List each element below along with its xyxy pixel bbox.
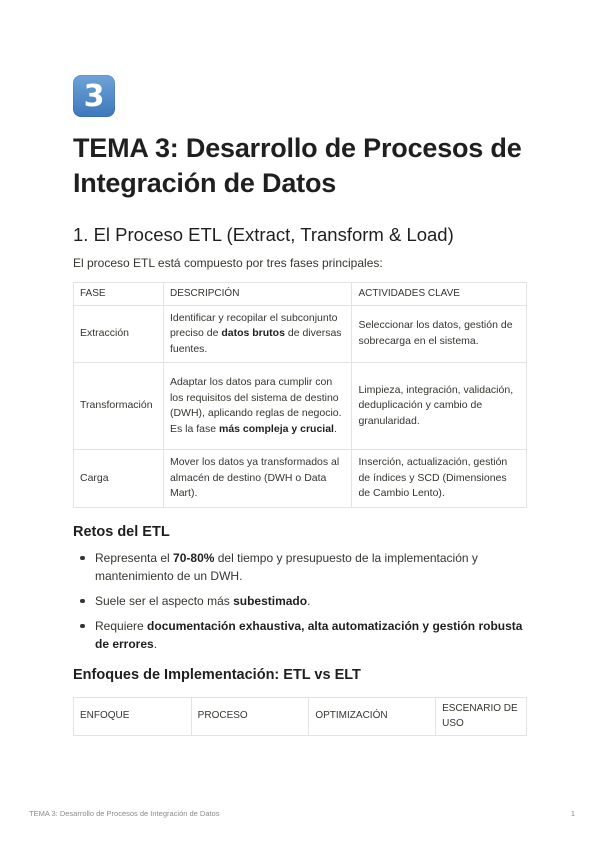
footer-document-title: TEMA 3: Desarrollo de Procesos de Integración de Datos bbox=[29, 809, 220, 818]
subheading-retos: Retos del ETL bbox=[73, 523, 170, 540]
table-row bbox=[74, 363, 527, 450]
keycap-number-icon: 3 bbox=[73, 75, 115, 117]
phase-activities-cell: Inserción, actualización, gestión de índices y SCD (Dimensiones de Cambio Lento). bbox=[352, 450, 527, 508]
section-intro: El proceso ETL está compuesto por tres fases principales: bbox=[73, 256, 383, 270]
bullet-icon bbox=[80, 556, 85, 561]
phase-activities-cell: Limpieza, integración, validación, deduplicación y cambio de granularidad. bbox=[352, 363, 527, 450]
phase-name-cell: Extracción bbox=[74, 305, 164, 363]
phase-description-cell: Mover los datos ya transformados al almacén de destino (DWH o Data Mart). bbox=[163, 450, 351, 508]
bullet-icon bbox=[80, 624, 85, 629]
list-item bbox=[73, 549, 527, 585]
header-cell-fase: FASE bbox=[74, 283, 164, 306]
list-item bbox=[73, 592, 527, 610]
phase-name-cell: Transformación bbox=[74, 363, 164, 450]
phase-activities-cell: Seleccionar los datos, gestión de sobrecarga en el sistema. bbox=[352, 305, 527, 363]
phase-name-cell: Carga bbox=[74, 450, 164, 508]
list-item-text: Representa el 70-80% del tiempo y presupuesto de la implementación y mantenimiento de un DWH. bbox=[95, 550, 478, 583]
header-cell-proceso: PROCESO bbox=[191, 697, 309, 735]
header-cell-optimizacion: OPTIMIZACIÓN bbox=[309, 697, 436, 735]
table-header-row bbox=[74, 697, 527, 735]
etl-phases-table bbox=[73, 282, 527, 508]
list-item-text: Requiere documentación exhaustiva, alta automatización y gestión robusta de errores. bbox=[95, 618, 523, 651]
header-cell-escenario: ESCENARIO DE USO bbox=[436, 697, 527, 735]
list-item bbox=[73, 617, 527, 653]
table-row bbox=[74, 450, 527, 508]
phase-description-cell: Identificar y recopilar el subconjunto preciso de datos brutos de diversas fuentes. bbox=[163, 305, 351, 363]
header-cell-descripcion: DESCRIPCIÓN bbox=[163, 283, 351, 306]
subheading-enfoques: Enfoques de Implementación: ETL vs ELT bbox=[73, 666, 361, 683]
document-page bbox=[73, 75, 527, 736]
footer-page-number: 1 bbox=[570, 809, 575, 818]
phase-description-cell: Adaptar los datos para cumplir con los requisitos del sistema de destino (DWH), aplicando reglas de negocio. Es la fase más compleja y crucial. bbox=[163, 363, 351, 450]
table-row bbox=[74, 305, 527, 363]
header-cell-actividades: ACTIVIDADES CLAVE bbox=[352, 283, 527, 306]
section-title-etl: 1. El Proceso ETL (Extract, Transform & Load) bbox=[73, 224, 454, 245]
page-title: TEMA 3: Desarrollo de Procesos de Integración de Datos bbox=[73, 133, 522, 198]
enfoques-table bbox=[73, 697, 527, 736]
table-header-row bbox=[74, 283, 527, 306]
bullet-icon bbox=[80, 599, 85, 604]
page-footer bbox=[29, 809, 575, 818]
list-item-text: Suele ser el aspecto más subestimado. bbox=[95, 593, 311, 608]
retos-list bbox=[73, 549, 527, 653]
header-cell-enfoque: ENFOQUE bbox=[74, 697, 192, 735]
